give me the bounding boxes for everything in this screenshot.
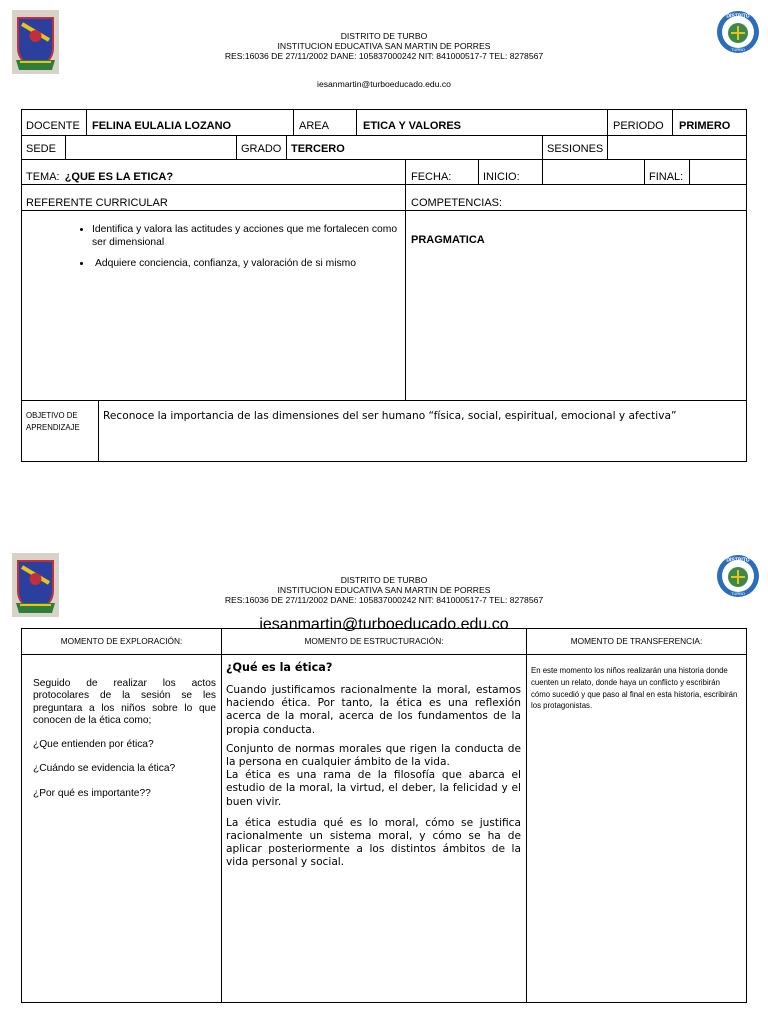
objetivo-label (22, 400, 99, 461)
seal-bottom-text: TURBO (731, 591, 745, 596)
referente-content (22, 210, 406, 400)
area-value: ETICA Y VALORES (357, 110, 608, 135)
institution-name: INSTITUCION EDUCATIVA SAN MARTIN DE PORRES (277, 41, 491, 52)
inicio-value (543, 159, 645, 184)
estructuracion-paragraph: Cuando justificamos racionalmente la moral, estamos haciendo ética. Por tanto, la ética es una reflexión acerca de la moral, acerca de los fundamentos de la propia conducta. (226, 684, 521, 736)
tema-label: TEMA: (26, 171, 60, 183)
transferencia-content: En este momento los niños realizarán una historia donde cuenten un relato, donde haya un conflicto y escribirán cómo sucedió y que paso al final en esta historia, escribirán los protagonistas. (531, 666, 738, 711)
seal-bottom-text: TURBO (731, 47, 745, 52)
area-label: AREA (294, 110, 357, 135)
seal-top-text: DISTRITO (726, 557, 750, 564)
objetivo-label-line1: OBJETIVO DE (26, 411, 78, 420)
final-value (690, 159, 746, 184)
exploracion-question: ¿Que entienden por ética? (33, 739, 154, 751)
grado-label: GRADO (237, 135, 287, 159)
district-seal-logo (716, 554, 760, 598)
email-link[interactable]: iesanmartin@turboeducado.edu.co (317, 79, 451, 89)
referente-item: • Identifica y valora las actitudes y acciones que me fortalecen como ser dimensional (92, 224, 403, 249)
exploracion-content (22, 654, 222, 1002)
estructuracion-paragraph: Conjunto de normas morales que rigen la conducta de la persona en cualquier ámbito de la vida. (226, 742, 521, 769)
estructuracion-paragraph: La ética estudia qué es lo moral, cómo se justifica racionalmente un sistema moral, y cómo se ha de aplicar posteriormente a los distintos ámbitos de la vida personal y social. (226, 816, 521, 869)
sede-label: SEDE (22, 135, 66, 159)
grado-value: TERCERO (287, 135, 543, 159)
exploracion-question: ¿Por qué es importante?? (33, 787, 151, 799)
competencias-label: COMPETENCIAS: (411, 197, 503, 209)
referente-label: REFERENTE CURRICULAR (22, 184, 406, 210)
exploracion-question: ¿Cuándo se evidencia la ética? (33, 763, 176, 775)
plan-grid (21, 109, 747, 462)
estructuracion-paragraph: La ética es una rama de la filosofía que abarca el estudio de la moral, la virtud, el deber, la felicidad y el buen vivir. (226, 769, 521, 808)
fecha-label: FECHA: (406, 159, 479, 184)
inicio-label: INICIO: (479, 159, 543, 184)
sesiones-value (608, 135, 746, 159)
final-label: FINAL: (645, 159, 690, 184)
email-line (0, 74, 768, 92)
transferencia-header: MOMENTO DE TRANSFERENCIA: (570, 636, 703, 646)
referente-list (22, 224, 405, 271)
institution-registration: RES:16036 DE 27/11/2002 DANE: 105837000242 NIT: 841000517-7 TEL: 8278567 (224, 595, 544, 606)
competencia-value: PRAGMATICA (411, 234, 485, 246)
objetivo-value: Reconoce la importancia de las dimensiones del ser humano “física, social, espiritual, emocional y afectiva” (103, 410, 677, 422)
institution-registration: RES:16036 DE 27/11/2002 DANE: 105837000242 NIT: 841000517-7 TEL: 8278567 (224, 51, 544, 62)
tema-value: ¿QUE ES LA ETICA? (64, 171, 174, 183)
email-link[interactable]: iesanmartin@turboeducado.edu.co (259, 616, 509, 633)
sede-value (66, 135, 237, 159)
docente-value: FELINA EULALIA LOZANO (87, 110, 294, 135)
institution-name: INSTITUCION EDUCATIVA SAN MARTIN DE PORRES (277, 585, 491, 596)
periodo-label: PERIODO (608, 110, 673, 135)
seal-top-text: DISTRITO (726, 13, 750, 20)
objetivo-label-line2: APRENDIZAJE (26, 422, 80, 432)
sesiones-label: SESIONES (543, 135, 608, 159)
tema-cell (22, 159, 406, 184)
referente-item: • Adquiere conciencia, confianza, y valoración de si mismo (92, 258, 403, 271)
exploracion-intro: Seguido de realizar los actos protocolares de la sesión se les preguntara a los niños sobre lo que conocen de la ética como; (33, 678, 216, 726)
letterhead (0, 0, 768, 62)
exploracion-header: MOMENTO DE EXPLORACIÓN: (22, 629, 222, 654)
estructuracion-content (222, 654, 527, 1002)
estructuracion-title: ¿Qué es la ética? (226, 661, 333, 674)
district-seal-logo (716, 10, 760, 54)
district-name: DISTRITO DE TURBO (340, 575, 428, 585)
moments-grid (21, 628, 747, 1003)
letterhead (0, 544, 768, 606)
estructuracion-header: MOMENTO DE ESTRUCTURACIÓN: (222, 629, 527, 654)
periodo-value: PRIMERO (679, 120, 731, 132)
page-2 (0, 544, 768, 1024)
docente-label: DOCENTE (22, 110, 87, 135)
district-name: DISTRITO DE TURBO (340, 31, 428, 41)
